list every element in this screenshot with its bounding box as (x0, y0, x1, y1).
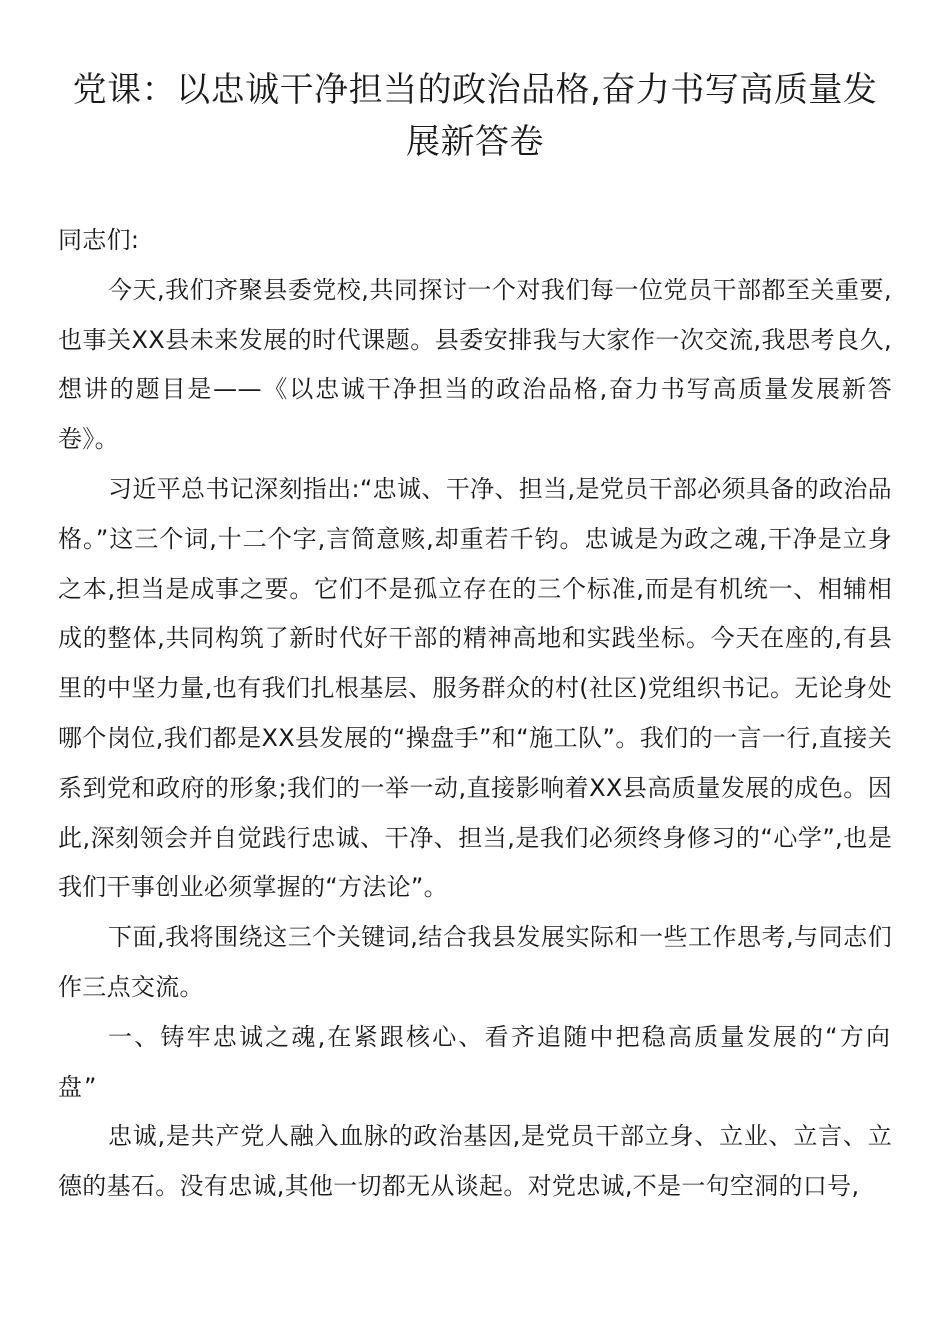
document-title: 党课：以忠诚干净担当的政治品格,奋力书写高质量发展新答卷 (72, 70, 878, 162)
section-heading-1: 一、铸牢忠诚之魂,在紧跟核心、看齐追随中把稳高质量发展的“方向盘” (58, 1022, 892, 1101)
document-body (58, 216, 892, 1212)
paragraph-quote: 习近平总书记深刻指出:“忠诚、干净、担当,是党员干部必须具备的政治品格。”这三个词,十二个字,言简意赅,却重若千钧。忠诚是为政之魂,干净是立身之本,担当是成事之要。它们不是孤立存在的三个标准,而是有机统一、相辅相成的整体,共同构筑了新时代好干部的精神高地和实践坐标。今天在座的,有县里的中坚力量,也有我们扎根基层、服务群众的村(社区)党组织书记。无论身处哪个岗位,我们都是XX县发展的“操盘手”和“施工队”。我们的一言一行,直接关系到党和政府的形象;我们的一举一动,直接影响着XX县高质量发展的成色。因此,深刻领会并自觉践行忠诚、干净、担当,是我们必须终身修习的“心学”,也是我们干事创业必须掌握的“方法论”。 (58, 474, 892, 902)
paragraph-loyalty: 忠诚,是共产党人融入血脉的政治基因,是党员干部立身、立业、立言、立德的基石。没有忠诚,其他一切都无从谈起。对党忠诚,不是一句空洞的口号, (58, 1122, 892, 1201)
salutation: 同志们: (58, 226, 140, 254)
paragraph-outline: 下面,我将围绕这三个关键词,结合我县发展实际和一些工作思考,与同志们作三点交流。 (58, 923, 892, 1001)
paragraph-intro: 今天,我们齐聚县委党校,共同探讨一个对我们每一位党员干部都至关重要,也事关XX县未来发展的时代课题。县委安排我与大家作一次交流,我思考良久,想讲的题目是——《以忠诚干净担当的政治品格,奋力书写高质量发展新答卷》。 (58, 275, 892, 454)
